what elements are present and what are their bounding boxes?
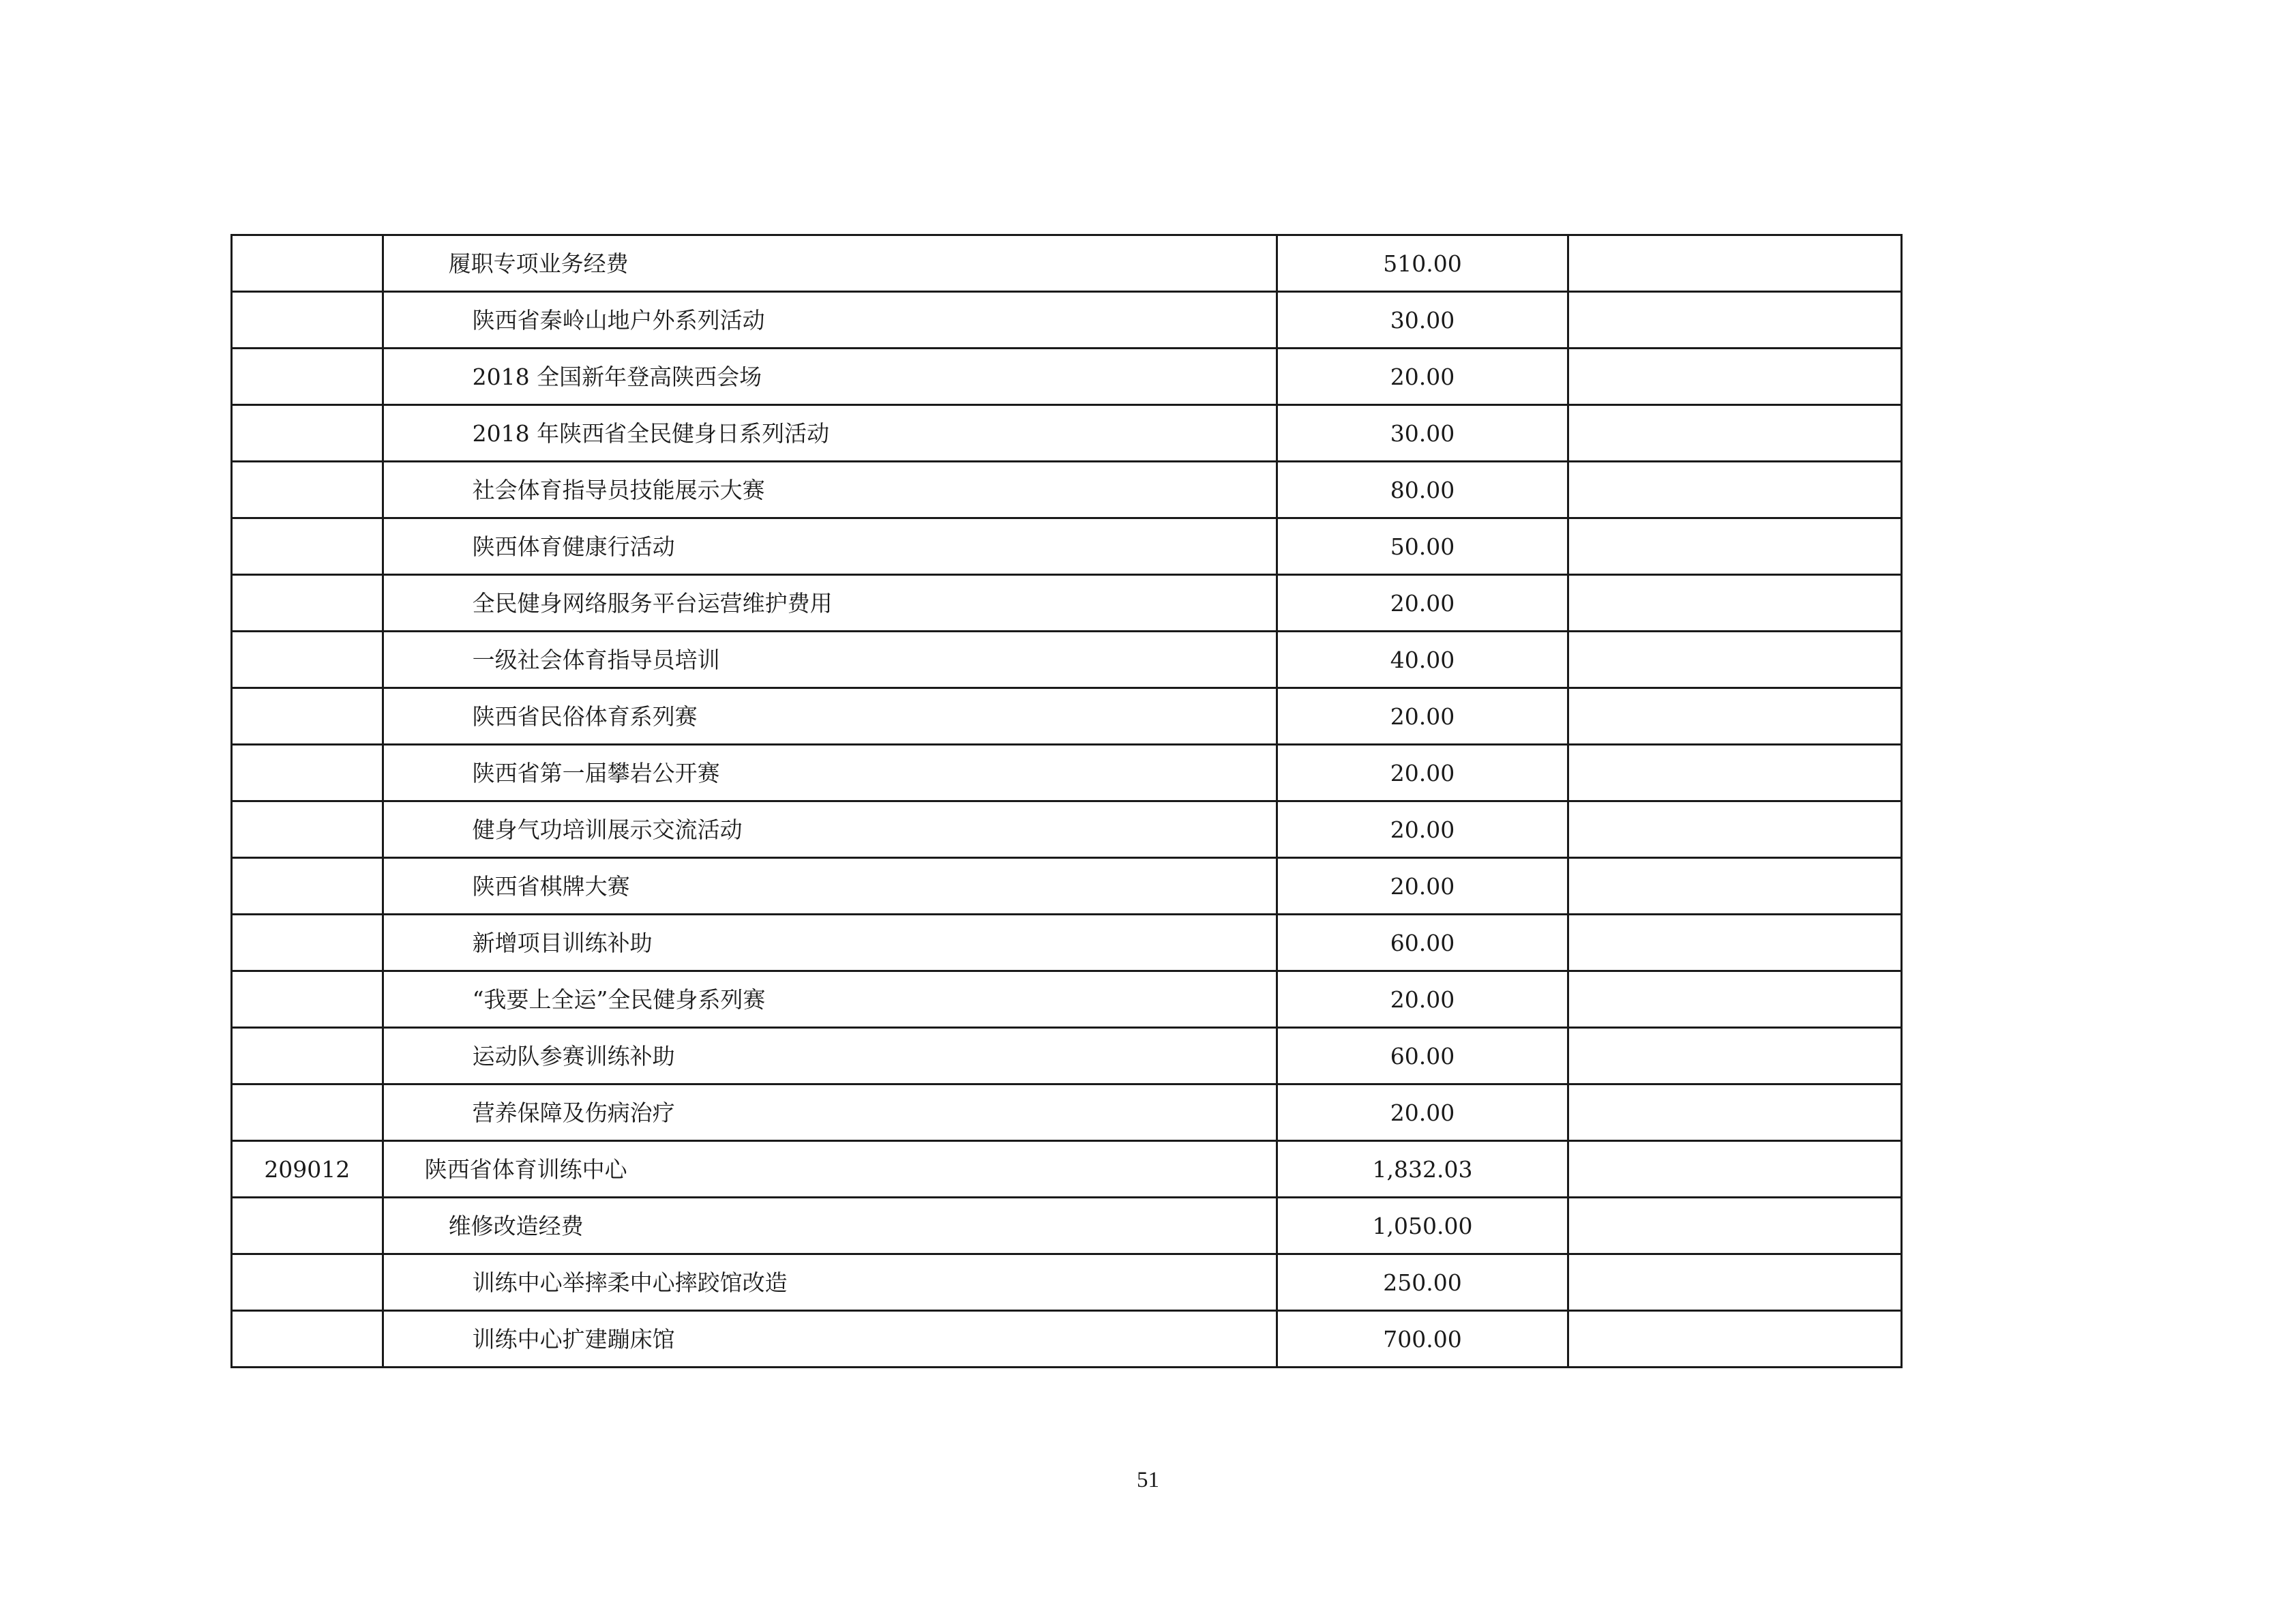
note-cell: [1568, 518, 1901, 575]
amount-cell: 510.00: [1277, 235, 1568, 292]
amount-cell: 20.00: [1277, 745, 1568, 801]
item-name-cell: 训练中心扩建蹦床馆: [383, 1311, 1277, 1368]
budget-code-cell: [232, 801, 383, 858]
note-cell: [1568, 1311, 1901, 1368]
amount-cell: 30.00: [1277, 292, 1568, 349]
amount-cell: 60.00: [1277, 1028, 1568, 1084]
item-name-cell: 全民健身网络服务平台运营维护费用: [383, 575, 1277, 632]
item-name-cell: 维修改造经费: [383, 1198, 1277, 1254]
table-row: [232, 1198, 1902, 1254]
note-cell: [1568, 1254, 1901, 1311]
budget-code-cell: [232, 1198, 383, 1254]
table-row: [232, 1141, 1902, 1198]
note-cell: [1568, 1084, 1901, 1141]
table-row: [232, 801, 1902, 858]
note-cell: [1568, 915, 1901, 971]
note-cell: [1568, 462, 1901, 518]
note-cell: [1568, 632, 1901, 688]
item-name-cell: 训练中心举摔柔中心摔跤馆改造: [383, 1254, 1277, 1311]
table-row: [232, 745, 1902, 801]
table-row: [232, 575, 1902, 632]
budget-code-cell: [232, 632, 383, 688]
budget-code-cell: [232, 462, 383, 518]
note-cell: [1568, 235, 1901, 292]
page-number: 51: [1137, 1468, 1159, 1492]
item-name-cell: 陕西省第一届攀岩公开赛: [383, 745, 1277, 801]
note-cell: [1568, 1141, 1901, 1198]
amount-cell: 700.00: [1277, 1311, 1568, 1368]
table-row: [232, 235, 1902, 292]
table-row: [232, 1254, 1902, 1311]
table-row: [232, 518, 1902, 575]
amount-cell: 20.00: [1277, 858, 1568, 915]
table-row: [232, 1084, 1902, 1141]
item-name-cell: 运动队参赛训练补助: [383, 1028, 1277, 1084]
budget-code-cell: [232, 518, 383, 575]
note-cell: [1568, 1198, 1901, 1254]
item-name-cell: 新增项目训练补助: [383, 915, 1277, 971]
budget-code-cell: 209012: [232, 1141, 383, 1198]
amount-cell: 1,832.03: [1277, 1141, 1568, 1198]
budget-code-cell: [232, 1084, 383, 1141]
amount-cell: 20.00: [1277, 349, 1568, 405]
budget-table: [230, 234, 1903, 1368]
item-name-cell: 陕西省棋牌大赛: [383, 858, 1277, 915]
item-name-cell: 健身气功培训展示交流活动: [383, 801, 1277, 858]
amount-cell: 1,050.00: [1277, 1198, 1568, 1254]
item-name-cell: 履职专项业务经费: [383, 235, 1277, 292]
budget-code-cell: [232, 688, 383, 745]
budget-code-cell: [232, 349, 383, 405]
amount-cell: 40.00: [1277, 632, 1568, 688]
budget-code-cell: [232, 235, 383, 292]
note-cell: [1568, 688, 1901, 745]
budget-code-cell: [232, 405, 383, 462]
budget-code-cell: [232, 292, 383, 349]
item-name-cell: 陕西体育健康行活动: [383, 518, 1277, 575]
item-name-cell: 一级社会体育指导员培训: [383, 632, 1277, 688]
note-cell: [1568, 858, 1901, 915]
amount-cell: 20.00: [1277, 1084, 1568, 1141]
item-name-cell: “我要上全运”全民健身系列赛: [383, 971, 1277, 1028]
amount-cell: 20.00: [1277, 971, 1568, 1028]
table-row: [232, 1028, 1902, 1084]
note-cell: [1568, 575, 1901, 632]
budget-code-cell: [232, 1254, 383, 1311]
table-row: [232, 971, 1902, 1028]
amount-cell: 30.00: [1277, 405, 1568, 462]
note-cell: [1568, 971, 1901, 1028]
item-name-cell: 陕西省体育训练中心: [383, 1141, 1277, 1198]
amount-cell: 20.00: [1277, 801, 1568, 858]
table-row: [232, 632, 1902, 688]
item-name-cell: 陕西省民俗体育系列赛: [383, 688, 1277, 745]
item-name-cell: 2018 全国新年登高陕西会场: [383, 349, 1277, 405]
item-name-cell: 陕西省秦岭山地户外系列活动: [383, 292, 1277, 349]
table-row: [232, 1311, 1902, 1368]
amount-cell: 20.00: [1277, 688, 1568, 745]
budget-code-cell: [232, 575, 383, 632]
table-row: [232, 405, 1902, 462]
amount-cell: 80.00: [1277, 462, 1568, 518]
note-cell: [1568, 1028, 1901, 1084]
budget-code-cell: [232, 858, 383, 915]
budget-code-cell: [232, 1311, 383, 1368]
item-name-cell: 营养保障及伤病治疗: [383, 1084, 1277, 1141]
note-cell: [1568, 349, 1901, 405]
table-row: [232, 915, 1902, 971]
table-row: [232, 462, 1902, 518]
note-cell: [1568, 405, 1901, 462]
table-body: [232, 235, 1902, 1368]
amount-cell: 50.00: [1277, 518, 1568, 575]
amount-cell: 20.00: [1277, 575, 1568, 632]
budget-code-cell: [232, 971, 383, 1028]
amount-cell: 60.00: [1277, 915, 1568, 971]
budget-code-cell: [232, 745, 383, 801]
table-row: [232, 688, 1902, 745]
note-cell: [1568, 801, 1901, 858]
item-name-cell: 社会体育指导员技能展示大赛: [383, 462, 1277, 518]
table-row: [232, 858, 1902, 915]
budget-code-cell: [232, 1028, 383, 1084]
item-name-cell: 2018 年陕西省全民健身日系列活动: [383, 405, 1277, 462]
amount-cell: 250.00: [1277, 1254, 1568, 1311]
budget-code-cell: [232, 915, 383, 971]
table-row: [232, 292, 1902, 349]
note-cell: [1568, 292, 1901, 349]
note-cell: [1568, 745, 1901, 801]
table-row: [232, 349, 1902, 405]
